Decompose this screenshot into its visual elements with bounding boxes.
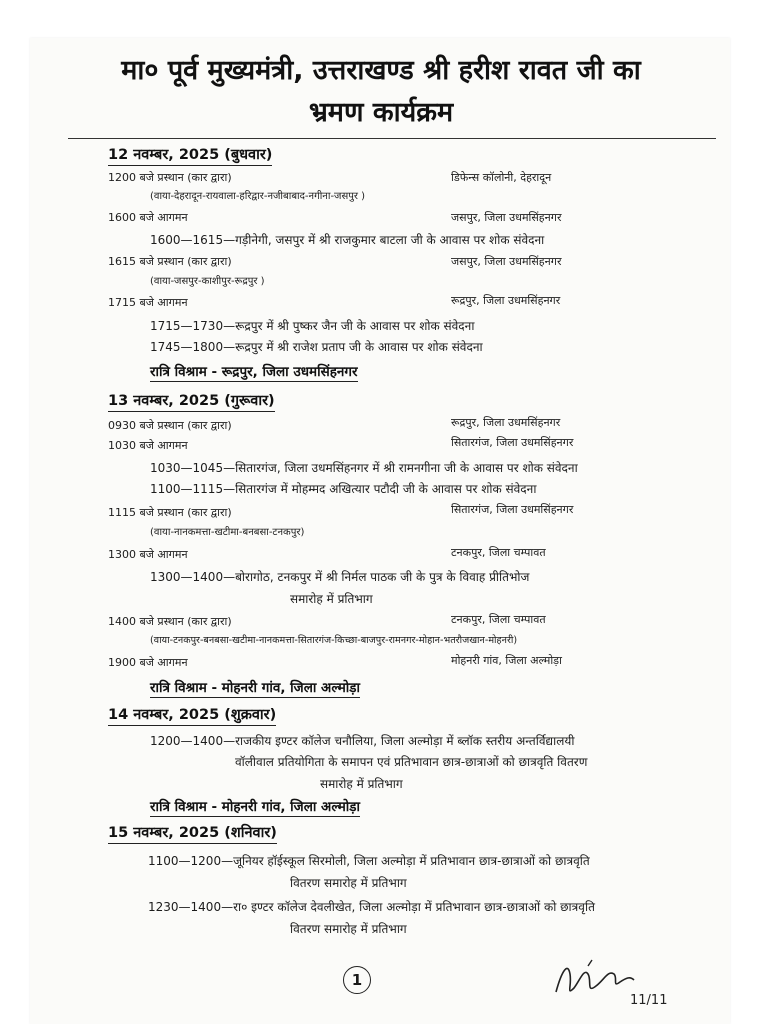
night-stay: रात्रि विश्राम - मोहनरी गांव, जिला अल्मोड़ा [150, 799, 360, 815]
page-title-line-1: मा० पूर्व मुख्यमंत्री, उत्तराखण्ड श्री हरीश रावत जी का [121, 55, 641, 86]
event-item-continued: समारोह में प्रतिभाग [320, 777, 403, 791]
arrival-time: 1900 बजे आगमन [108, 656, 188, 669]
arrival-time: 1030 बजे आगमन [108, 439, 188, 452]
signature-image [548, 952, 678, 1012]
event-item: 1200—1400—राजकीय इण्टर कॉलेज चनौलिया, जिला अल्मोड़ा में ब्लॉक स्तरीय अन्तर्विद्यालयी [150, 734, 575, 748]
location: डिफेन्स कॉलोनी, देहरादून [451, 171, 552, 184]
day-heading-13-nov: 13 नवम्बर, 2025 (गुरूवार) [108, 390, 275, 412]
location: सितारगंज, जिला उधमसिंहनगर [451, 436, 574, 449]
arrival-time: 1715 बजे आगमन [108, 296, 188, 309]
night-stay: रात्रि विश्राम - मोहनरी गांव, जिला अल्मोड़ा [150, 680, 360, 696]
departure-time: 1400 बजे प्रस्थान (कार द्वारा) [108, 615, 232, 628]
departure-time: 1615 बजे प्रस्थान (कार द्वारा) [108, 255, 232, 268]
event-item: 1100—1200—जूनियर हॉईस्कूल सिरमोली, जिला अल्मोड़ा में प्रतिभावान छात्र-छात्राओं को छात्रवृति [148, 854, 590, 868]
event-item-continued: वॉलीवाल प्रतियोगिता के समापन एवं प्रतिभावान छात्र-छात्राओं को छात्रवृति वितरण [235, 755, 588, 769]
page-number-circle: 1 [343, 966, 371, 994]
route-via: (वाया-जसपुर-काशीपुर-रूद्रपुर ) [150, 276, 265, 287]
departure-time: 1200 बजे प्रस्थान (कार द्वारा) [108, 171, 232, 184]
arrival-time: 1300 बजे आगमन [108, 548, 188, 561]
event-item: 1745—1800—रूद्रपुर में श्री राजेश प्रताप जी के आवास पर शोक संवेदना [150, 340, 483, 354]
signature-date: 11/11 [630, 993, 668, 1008]
arrival-time: 1600 बजे आगमन [108, 211, 188, 224]
title-divider [68, 138, 716, 139]
day-heading-12-nov: 12 नवम्बर, 2025 (बुधवार) [108, 144, 272, 166]
event-item: 1600—1615—गड़ीनेगी, जसपुर में श्री राजकुमार बाटला जी के आवास पर शोक संवेदना [150, 233, 545, 247]
event-item-continued: समारोह में प्रतिभाग [290, 592, 373, 606]
night-stay: रात्रि विश्राम - रूद्रपुर, जिला उधमसिंहनगर [150, 364, 358, 380]
route-via: (वाया-नानकमत्ता-खटीमा-बनबसा-टनकपुर) [150, 527, 305, 538]
location: रूद्रपुर, जिला उधमसिंहनगर [451, 416, 561, 429]
location: जसपुर, जिला उधमसिंहनगर [451, 211, 562, 224]
location: सितारगंज, जिला उधमसिंहनगर [451, 503, 574, 516]
location: जसपुर, जिला उधमसिंहनगर [451, 255, 562, 268]
event-item: 1030—1045—सितारगंज, जिला उधमसिंहनगर में श्री रामनगीना जी के आवास पर शोक संवेदना [150, 461, 578, 475]
route-via: (वाया-टनकपुर-बनबसा-खटीमा-नानकमत्ता-सितारगंज-किच्छा-बाजपुर-रामनगर-मोहान-भतरौजखान-मोहनरी) [150, 635, 518, 646]
event-item: 1715—1730—रूद्रपुर में श्री पुष्कर जैन जी के आवास पर शोक संवेदना [150, 319, 475, 333]
event-item-continued: वितरण समारोह में प्रतिभाग [290, 922, 407, 936]
departure-time: 1115 बजे प्रस्थान (कार द्वारा) [108, 506, 232, 519]
event-item: 1100—1115—सितारगंज में मोहम्मद अखित्यार पटौदी जी के आवास पर शोक संवेदना [150, 482, 537, 496]
location: टनकपुर, जिला चम्पावत [451, 613, 546, 626]
route-via: (वाया-देहरादून-रायवाला-हरिद्वार-नजीबाबाद-नगीना-जसपुर ) [150, 191, 366, 202]
departure-time: 0930 बजे प्रस्थान (कार द्वारा) [108, 419, 232, 432]
location: मोहनरी गांव, जिला अल्मोड़ा [451, 654, 562, 667]
event-item-continued: वितरण समारोह में प्रतिभाग [290, 876, 407, 890]
day-heading-14-nov: 14 नवम्बर, 2025 (शुक्रवार) [108, 704, 276, 726]
day-heading-15-nov: 15 नवम्बर, 2025 (शनिवार) [108, 822, 277, 844]
event-item: 1300—1400—बोरागोठ, टनकपुर में श्री निर्मल पाठक जी के पुत्र के विवाह प्रीतिभोज [150, 570, 530, 584]
location: टनकपुर, जिला चम्पावत [451, 546, 546, 559]
page-title-line-2: भ्रमण कार्यक्रम [308, 97, 454, 128]
event-item: 1230—1400—रा० इण्टर कॉलेज देवलीखेत, जिला अल्मोड़ा में प्रतिभावान छात्र-छात्राओं को छात्रवृति [148, 900, 595, 914]
location: रूद्रपुर, जिला उधमसिंहनगर [451, 294, 561, 307]
